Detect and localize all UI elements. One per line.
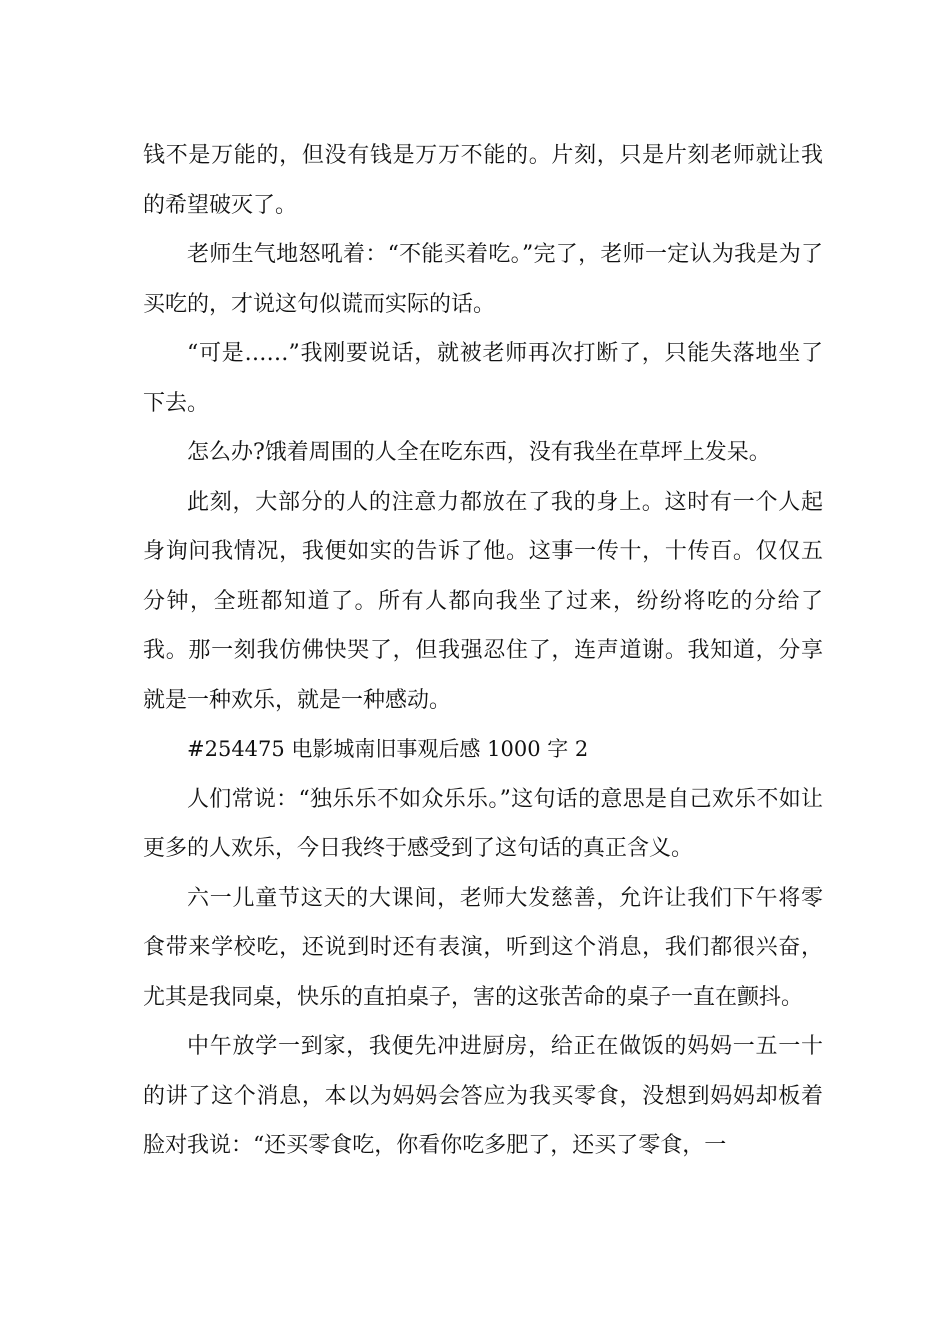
paragraph: 中午放学一到家，我便先冲进厨房，给正在做饭的妈妈一五一十的讲了这个消息，本以为妈妈会答应为我买零食，没想到妈妈却板着脸对我说：“还买零食吃，你看你吃多肥了，还买了零食，一: [143, 1034, 823, 1158]
paragraph: 六一儿童节这天的大课间，老师大发慈善，允许让我们下午将零食带来学校吃，还说到时还有表演，听到这个消息，我们都很兴奋，尤其是我同桌，快乐的直拍桌子，害的这张苦命的桌子一直在颤抖。: [143, 885, 823, 1010]
paragraph: 此刻，大部分的人的注意力都放在了我的身上。这时有一个人起身询问我情况，我便如实的告诉了他。这事一传十，十传百。仅仅五分钟，全班都知道了。所有人都向我坐了过来，纷纷将吃的分给了我。那一刻我仿佛快哭了，但我强忍住了，连声道谢。我知道，分享就是一种欢乐，就是一种感动。: [143, 489, 823, 713]
paragraph: 人们常说：“独乐乐不如众乐乐。”这句话的意思是自己欢乐不如让更多的人欢乐，今日我终于感受到了这句话的真正含义。: [143, 786, 823, 861]
paragraph: “可是……”我刚要说话，就被老师再次打断了，只能失落地坐了下去。: [143, 341, 823, 416]
paragraph: 老师生气地怒吼着：“不能买着吃。”完了，老师一定认为我是为了买吃的，才说这句似谎而实际的话。: [143, 242, 823, 317]
section-heading: #254475 电影城南旧事观后感 1000 字 2: [187, 737, 589, 761]
paragraph: 钱不是万能的，但没有钱是万万不能的。片刻，只是片刻老师就让我的希望破灭了。: [143, 143, 823, 218]
document-body: [143, 131, 823, 1171]
paragraph: 怎么办?饿着周围的人全在吃东西，没有我坐在草坪上发呆。: [187, 440, 771, 465]
